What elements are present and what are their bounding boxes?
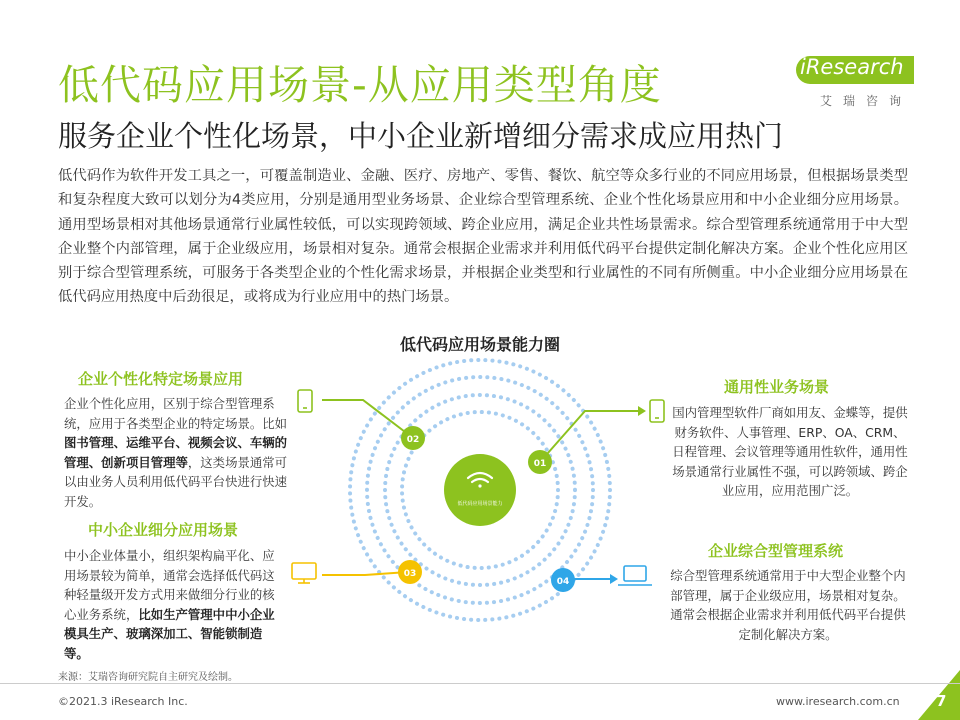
section-body-general: 国内管理型软件厂商如用友、金蝶等，提供财务软件、人事管理、ERP、OA、CRM、日程管理、会议管理等通用性软件，通用性场景通常行业属性不强，可以跨领域、跨企业应用，应用范围广泛。 (672, 405, 908, 499)
logo-tagline: 艾瑞咨询 (820, 94, 913, 108)
logo: iResearch (800, 55, 904, 79)
section-body-personal (64, 394, 292, 512)
badge-04: 04 (556, 577, 570, 587)
text: 中小企业体量小，组织架构扁平化、应用场景较为简单，通常会选择低代码这种轻量级开发方式用来做细分行业的核心业务系统， (64, 548, 275, 622)
text: 企业个性化应用，区别于综合型管理系统，应用于各类型企业的特定场景。比如 (64, 396, 288, 431)
laptop-icon (618, 566, 652, 585)
page-title: 低代码应用场景-从应用类型角度 (58, 61, 662, 109)
arrow-right-top (638, 406, 646, 416)
badge-01: 01 (533, 459, 547, 469)
center-circle (444, 454, 516, 526)
source-note: 来源：艾瑞咨询研究院自主研究及绘制。 (58, 672, 238, 683)
section-body-integrated: 综合型管理系统通常用于中大型企业整个内部管理，属于企业级应用，场景相对复杂。通常会根据企业需求并利用低代码平台提供定制化解决方案。 (670, 568, 906, 642)
footer-divider (0, 683, 960, 684)
section-body-sme (64, 546, 286, 664)
text-bold: 图书管理、运维平台、视频会议、车辆的管理、创新项目管理等 (64, 435, 288, 470)
page-subtitle: 服务企业个性化场景，中小企业新增细分需求成应用热门 (58, 119, 784, 153)
badge-03: 03 (403, 569, 417, 579)
section-title-sme: 中小企业细分应用场景 (88, 521, 239, 539)
section-title-general: 通用性业务场景 (724, 378, 830, 396)
text: ，这类场景通常可以由业务人员利用低代码平台快进行快速开发。 (64, 454, 288, 509)
intro-paragraph: 低代码作为软件开发工具之一，可覆盖制造业、金融、医疗、房地产、零售、餐饮、航空等众多行业的不同应用场景，但根据场景类型和复杂程度大致可以划分为4类应用，分别是通用型业务场景、企业综合型管理系统、企业个性化场景应用和中小企业细分应用场景。通用型场景相对其他场景通常行业属性较低，可以实现跨领域、跨企业应用，满足企业共性场景需求。综合型管理系统通常用于中大型企业整个内部管理，属于企业级应用，场景相对复杂。通常会根据企业需求并利用低代码平台提供定制化解决方案。企业个性化应用区别于综合型管理系统，可服务于各类型企业的个性化需求场景，并根据企业类型和行业属性的不同有所侧重。中小企业细分应用场景在低代码应用热度中后劲很足，或将成为行业应用中的热门场景。 (58, 168, 908, 306)
connector-02 (322, 400, 413, 438)
badge-02: 02 (406, 435, 420, 445)
monitor-icon (292, 563, 316, 583)
copyright: ©2021.3 iResearch Inc. (58, 695, 188, 708)
section-title-integrated: 企业综合型管理系统 (708, 542, 844, 560)
phone-icon (298, 390, 312, 412)
connector-03 (322, 572, 408, 575)
arrow-right-bottom (610, 574, 618, 584)
center-label: 低代码应用场景能力 (457, 501, 503, 507)
section-title-personal: 企业个性化特定场景应用 (78, 370, 244, 388)
page-number: 7 (936, 692, 947, 710)
phone-icon (650, 400, 664, 422)
diagram-title: 低代码应用场景能力圈 (399, 335, 560, 354)
text-bold: 比如生产管理中中小企业模具生产、玻璃深加工、智能锁制造等。 (64, 606, 275, 661)
website-link[interactable]: www.iresearch.com.cn (776, 695, 900, 708)
